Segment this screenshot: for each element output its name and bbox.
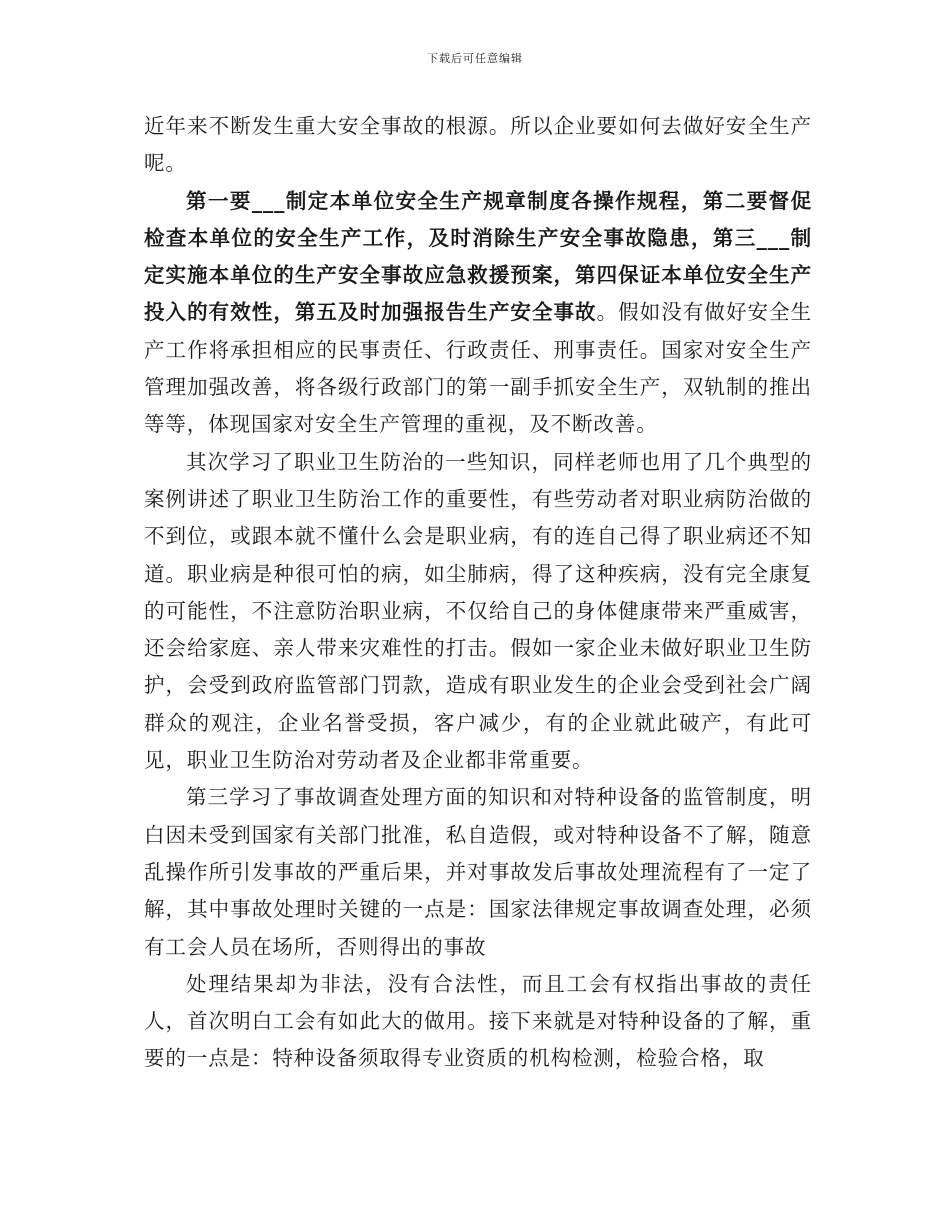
page-header: 下载后可任意编辑 [427,52,523,65]
paragraph-2-bold-text: 第一要___制定本单位安全生产规章制度各操作规程，第二要督促检查本单位的安全生产工作，及时消除生产安全事故隐患，第三___制定实施本单位的生产安全事故应急救援预案，第四保证本单位安全生产投入的有效性，第五及时加强报告生产安全事故 [144,188,812,325]
paragraph-2 [144,183,812,444]
document-body [144,108,812,1078]
paragraph-1: 近年来不断发生重大安全事故的根源。所以企业要如何去做好安全生产呢。 [144,114,812,176]
paragraph-4: 第三学习了事故调查处理方面的知识和对特种设备的监管制度，明白因未受到国家有关部门批准，私自造假，或对特种设备不了解，随意乱操作所引发事故的严重后果，并对事故发后事故处理流程有了一定了解，其中事故处理时关键的一点是：国家法律规定事故调查处理，必须有工会人员在场所，否则得出的事故 [144,785,812,959]
paragraph-3: 其次学习了职业卫生防治的一些知识，同样老师也用了几个典型的案例讲述了职业卫生防治工作的重要性，有些劳动者对职业病防治做的不到位，或跟本就不懂什么会是职业病，有的连自己得了职业病还不知道。职业病是种很可怕的病，如尘肺病，得了这种疾病，没有完全康复的可能性，不注意防治职业病，不仅给自己的身体健康带来严重威害，还会给家庭、亲人带来灾难性的打击。假如一家企业未做好职业卫生防护，会受到政府监管部门罚款，造成有职业发生的企业会受到社会广阔群众的观注，企业名誉受损，客户减少，有的企业就此破产，有此可见，职业卫生防治对劳动者及企业都非常重要。 [144,449,812,773]
paragraph-2-text: 。假如没有做好安全生产工作将承担相应的民事责任、行政责任、刑事责任。国家对安全生产管理加强改善，将各级行政部门的第一副手抓安全生产，双轨制的推出等等，体现国家对安全生产管理的重视，及不断改善。 [144,300,813,437]
paragraph-5: 处理结果却为非法，没有合法性，而且工会有权指出事故的责任人，首次明白工会有如此大的做用。接下来就是对特种设备的了解，重要的一点是：特种设备须取得专业资质的机构检测，检验合格，取 [144,971,812,1071]
